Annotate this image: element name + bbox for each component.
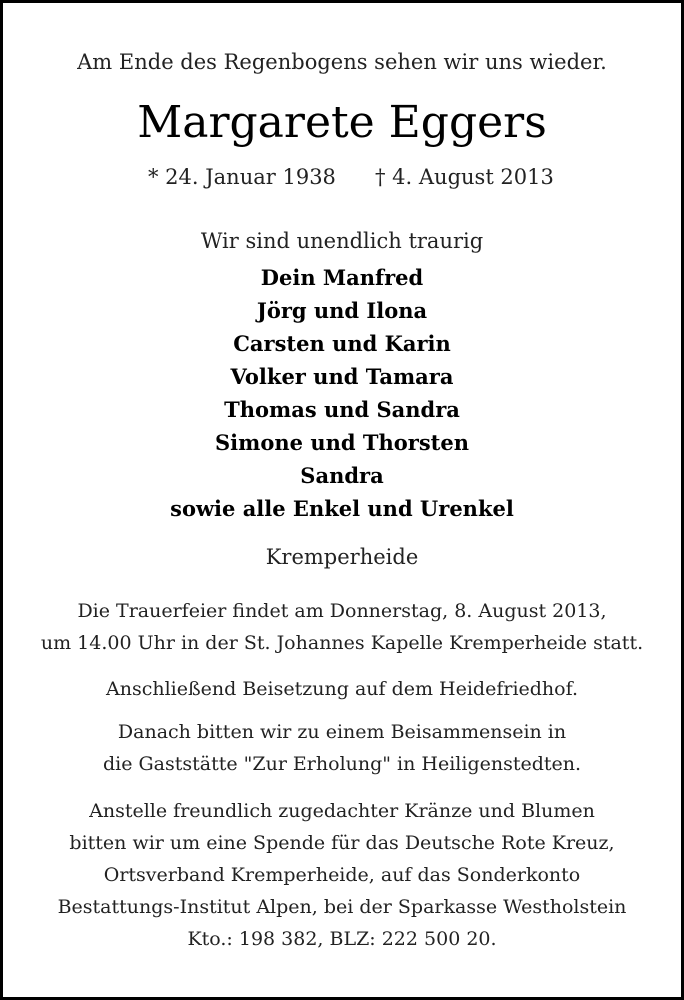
mourner-line: Dein Manfred xyxy=(260,265,424,290)
gathering-line: Danach bitten wir zu einem Beisammensein in xyxy=(117,721,567,743)
donation-line: Kto.: 198 382, BLZ: 222 500 20. xyxy=(187,928,497,950)
donation-line: bitten wir um eine Spende für das Deutsche Rote Kreuz, xyxy=(69,832,615,854)
mourner-line: Sandra xyxy=(300,463,384,488)
donation-line: Ortsverband Kremperheide, auf das Sonderkonto xyxy=(103,864,581,886)
mourner-line: Carsten und Karin xyxy=(233,331,451,356)
birth-date: * 24. Januar 1938 xyxy=(148,165,336,189)
death-date: † 4. August 2013 xyxy=(375,165,554,189)
gathering-line: die Gaststätte "Zur Erholung" in Heiligenstedten. xyxy=(102,753,582,775)
burial-line: Anschließend Beisetzung auf dem Heidefriedhof. xyxy=(105,678,579,700)
funeral-line: um 14.00 Uhr in der St. Johannes Kapelle Kremperheide statt. xyxy=(40,632,644,654)
place-name: Kremperheide xyxy=(265,545,419,569)
motto-line: Am Ende des Regenbogens sehen wir uns wieder. xyxy=(77,50,607,74)
donation-line: Anstelle freundlich zugedachter Kränze und Blumen xyxy=(89,800,595,822)
mourning-intro: Wir sind unendlich traurig xyxy=(200,229,484,253)
burial-info xyxy=(3,673,681,705)
mourner-line: Thomas und Sandra xyxy=(224,397,460,422)
donation-line: Bestattungs-Institut Alpen, bei der Sparkasse Westholstein xyxy=(57,896,627,918)
deceased-name: Margarete Eggers xyxy=(137,97,547,148)
mourner-line: Simone und Thorsten xyxy=(215,430,469,455)
mourners-list xyxy=(3,261,681,525)
mourner-line: Volker und Tamara xyxy=(230,364,454,389)
mourner-line: sowie alle Enkel und Urenkel xyxy=(170,496,514,521)
funeral-line: Die Trauerfeier findet am Donnerstag, 8. August 2013, xyxy=(77,600,607,622)
donation-info xyxy=(3,795,681,955)
mourner-line: Jörg und Ilona xyxy=(256,298,428,323)
funeral-info xyxy=(3,595,681,659)
gathering-info xyxy=(3,716,681,780)
